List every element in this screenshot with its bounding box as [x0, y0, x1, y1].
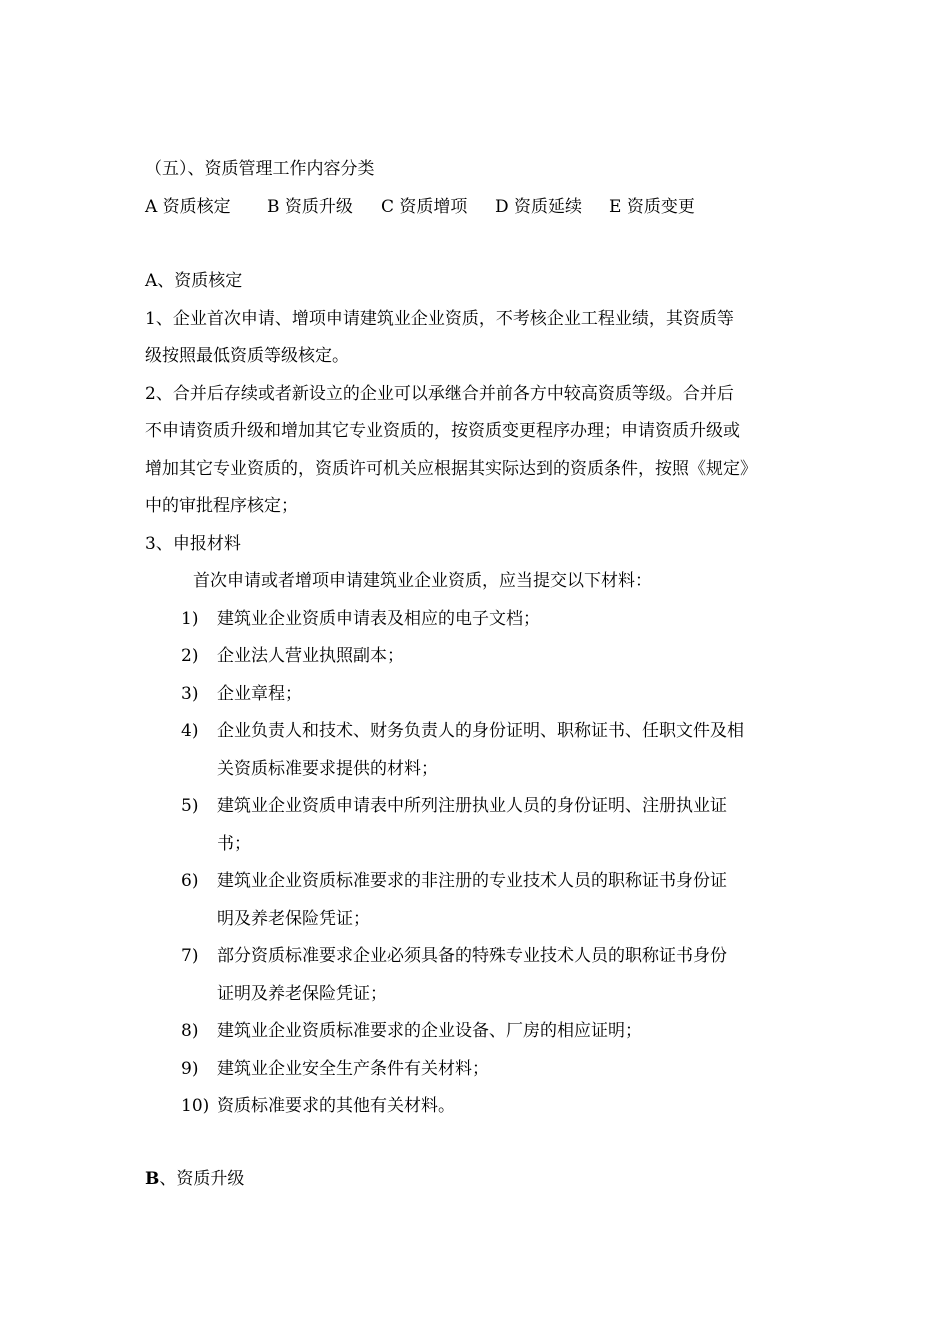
list-item-text: 建筑业企业安全生产条件有关材料；	[217, 1059, 489, 1079]
list-item-text: 建筑业企业资质申请表中所列注册执业人员的身份证明、注册执业证	[217, 796, 727, 816]
section-heading: （五）、资质管理工作内容分类	[145, 159, 375, 179]
list-item-number: 1)	[181, 609, 199, 629]
category-e: E 资质变更	[609, 197, 695, 217]
list-item-number: 6)	[181, 871, 199, 891]
list-item-number: 4)	[181, 721, 199, 741]
list-item-text: 关资质标准要求提供的材料；	[217, 759, 438, 779]
para-2-line-2: 不申请资质升级和增加其它专业资质的，按资质变更程序办理；申请资质升级或	[145, 421, 740, 441]
para-2-line-3: 增加其它专业资质的，资质许可机关应根据其实际达到的资质条件，按照《规定》	[145, 459, 757, 479]
section-b-title-text: 、资质升级	[159, 1169, 245, 1189]
list-item-text: 明及养老保险凭证；	[217, 909, 370, 929]
para-3-intro: 首次申请或者增项申请建筑业企业资质，应当提交以下材料：	[193, 571, 652, 591]
list-item-number: 3)	[181, 684, 199, 704]
para-2-line-1: 2、合并后存续或者新设立的企业可以承继合并前各方中较高资质等级。合并后	[145, 384, 734, 404]
list-item-text: 企业负责人和技术、财务负责人的身份证明、职称证书、任职文件及相	[217, 721, 744, 741]
list-item-text: 企业法人营业执照副本；	[217, 646, 404, 666]
para-1-line-1: 1、企业首次申请、增项申请建筑业企业资质，不考核企业工程业绩，其资质等	[145, 309, 734, 329]
list-item-text: 书；	[217, 834, 251, 854]
para-3-title: 3、申报材料	[145, 534, 241, 554]
para-2-line-4: 中的审批程序核定；	[145, 496, 298, 516]
list-item-number: 5)	[181, 796, 199, 816]
list-item-text: 建筑业企业资质申请表及相应的电子文档；	[217, 609, 540, 629]
list-item-text: 企业章程；	[217, 684, 302, 704]
category-c: C 资质增项	[381, 197, 468, 217]
list-item-number: 10)	[181, 1096, 210, 1116]
section-a-title: A、资质核定	[145, 271, 243, 291]
category-b: B 资质升级	[267, 197, 353, 217]
list-item-number: 7)	[181, 946, 199, 966]
list-item-text: 建筑业企业资质标准要求的非注册的专业技术人员的职称证书身份证	[217, 871, 727, 891]
list-item-text: 建筑业企业资质标准要求的企业设备、厂房的相应证明；	[217, 1021, 642, 1041]
section-b-letter: B	[145, 1169, 160, 1189]
list-item-text: 部分资质标准要求企业必须具备的特殊专业技术人员的职称证书身份	[217, 946, 727, 966]
list-item-number: 9)	[181, 1059, 199, 1079]
list-item-number: 2)	[181, 646, 199, 666]
list-item-text: 资质标准要求的其他有关材料。	[217, 1096, 455, 1116]
list-item-number: 8)	[181, 1021, 199, 1041]
category-d: D 资质延续	[495, 197, 583, 217]
category-a: A 资质核定	[145, 197, 231, 217]
list-item-text: 证明及养老保险凭证；	[217, 984, 387, 1004]
para-1-line-2: 级按照最低资质等级核定。	[145, 346, 349, 366]
section-b-title	[145, 1168, 244, 1190]
